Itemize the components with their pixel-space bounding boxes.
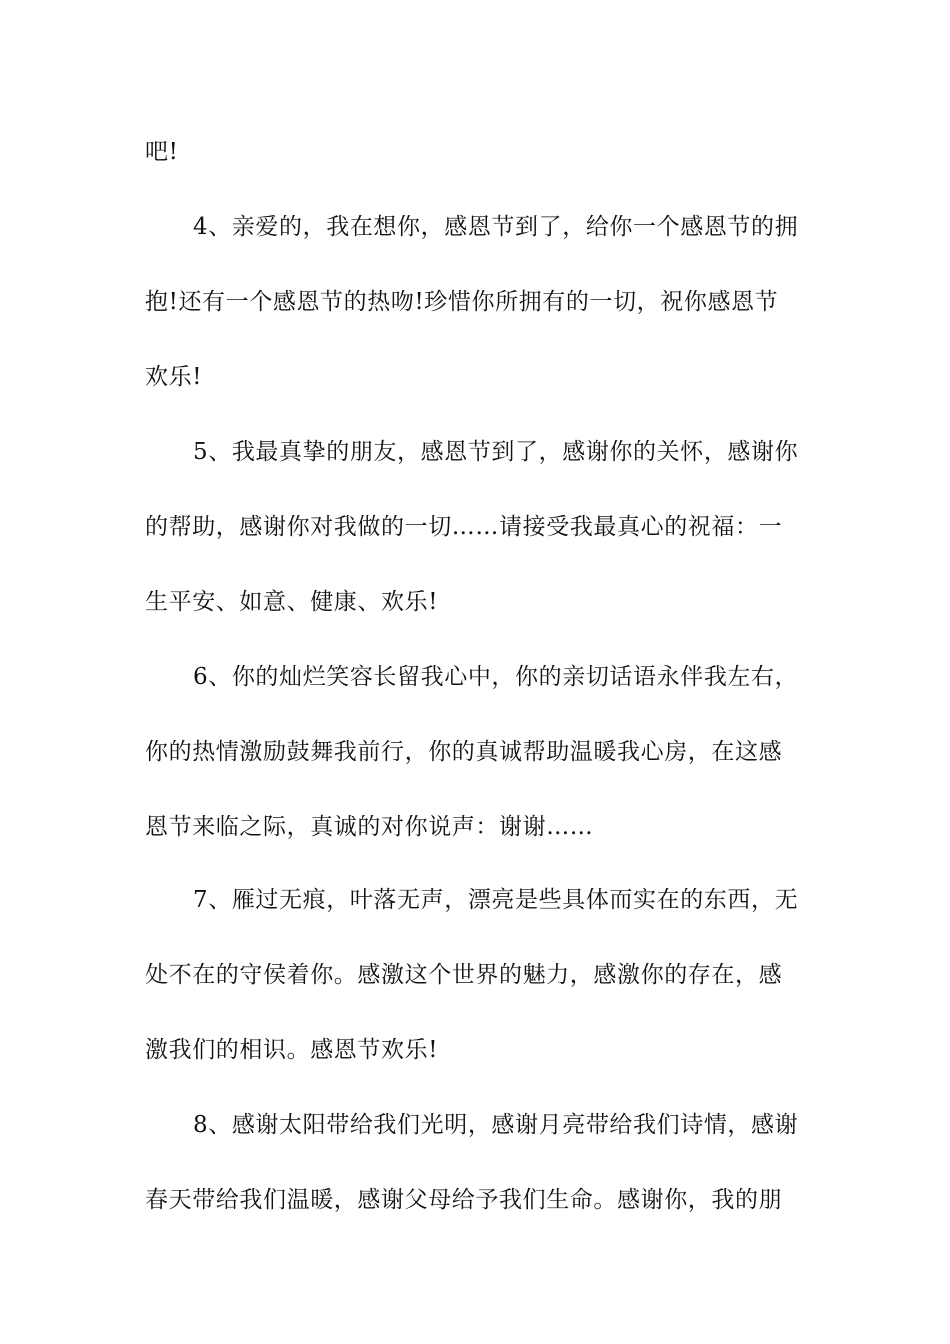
paragraph-6-line: 6、你的灿烂笑容长留我心中，你的亲切话语永伴我左右， — [193, 664, 799, 690]
text-line: 激我们的相识。感恩节欢乐! — [145, 1037, 439, 1063]
text-line: 你的热情激励鼓舞我前行，你的真诚帮助温暖我心房，在这感 — [145, 739, 783, 765]
paragraph-7-line: 7、雁过无痕，叶落无声，漂亮是些具体而实在的东西，无 — [193, 887, 799, 913]
paragraph-4-line: 4、亲爱的，我在想你，感恩节到了，给你一个感恩节的拥 — [193, 214, 799, 240]
text-line: 恩节来临之际，真诚的对你说声：谢谢…… — [145, 814, 594, 840]
text-line: 生平安、如意、健康、欢乐! — [145, 589, 439, 615]
text-line: 处不在的守侯着你。感激这个世界的魅力，感激你的存在，感 — [145, 962, 783, 988]
paragraph-5-line: 5、我最真挚的朋友，感恩节到了，感谢你的关怀，感谢你 — [193, 439, 799, 465]
text-line: 的帮助，感谢你对我做的一切……请接受我最真心的祝福：一 — [145, 514, 783, 540]
paragraph-8-line: 8、感谢太阳带给我们光明，感谢月亮带给我们诗情，感谢 — [193, 1112, 799, 1138]
text-line: 抱!还有一个感恩节的热吻!珍惜你所拥有的一切，祝你感恩节 — [145, 289, 779, 315]
text-line: 吧! — [145, 139, 179, 165]
text-line: 春天带给我们温暖，感谢父母给予我们生命。感谢你，我的朋 — [145, 1187, 783, 1213]
text-line: 欢乐! — [145, 364, 203, 390]
